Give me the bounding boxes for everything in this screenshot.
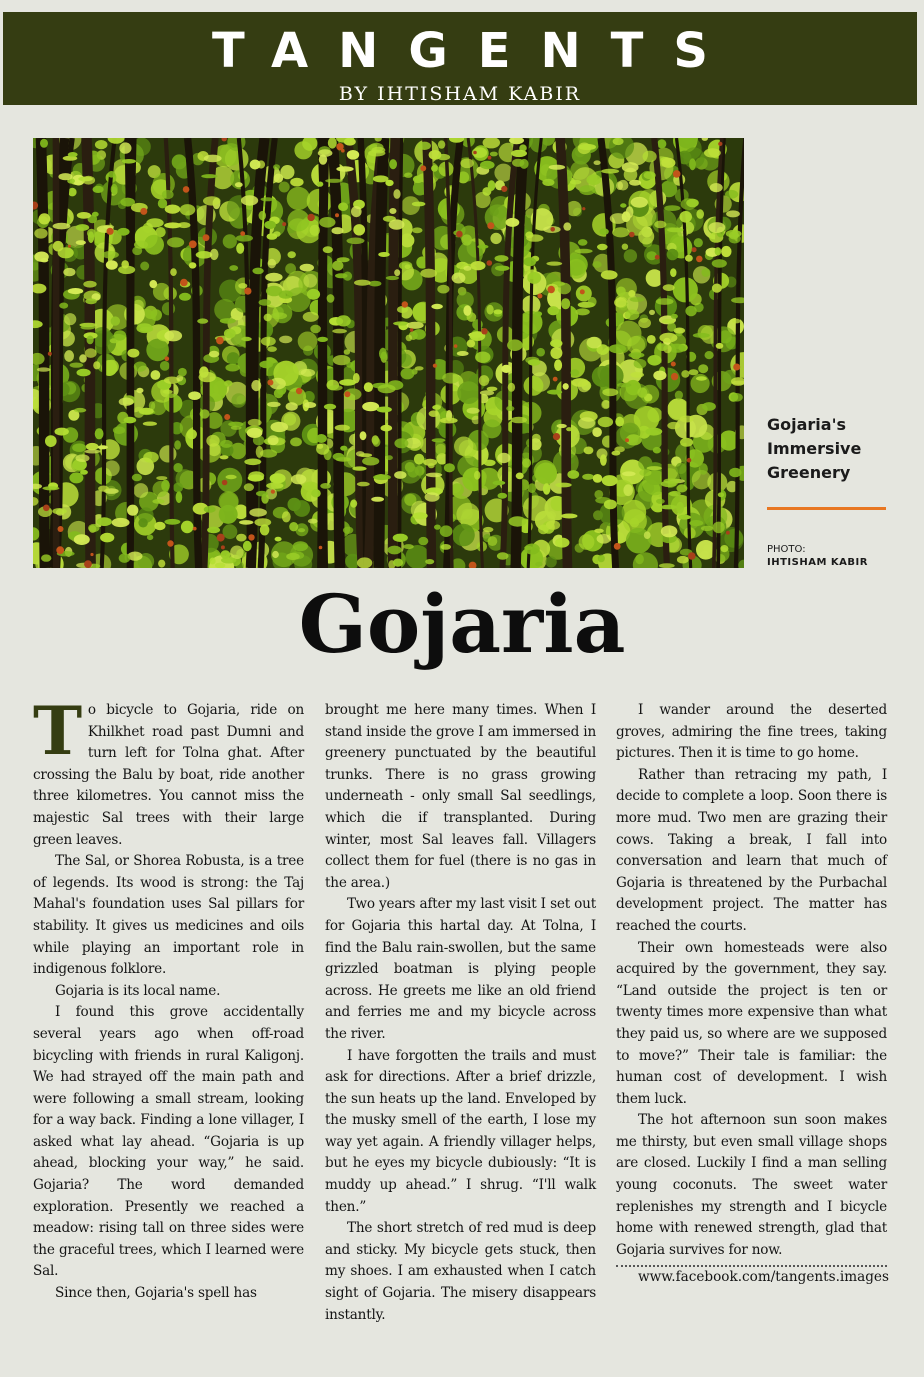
article-column-3 <box>616 700 887 1289</box>
article-column-2 <box>325 700 596 1326</box>
column-byline: BY IHTISHAM KABIR <box>338 83 582 105</box>
photo-credit-label: PHOTO: <box>767 544 806 555</box>
forest-photo <box>33 138 744 568</box>
paragraph: Their own homesteads were also acquired by the government, they say. “Land outside the project is ten or twenty times more expensive than what they paid us, so where are we supposed to move?” Their tale is familiar: the human cost of development. I wish them luck. <box>616 939 887 1107</box>
facebook-link[interactable]: www.facebook.com/tangents.images <box>638 1269 889 1286</box>
paragraph: The short stretch of red mud is deep and sticky. My bicycle gets stuck, then my shoes. I am exhausted when I catch sight of Gojaria. The misery disappears instantly. <box>325 1220 596 1323</box>
paragraph: The Sal, or Shorea Robusta, is a tree of legends. Its wood is strong: the Taj Mahal's foundation uses Sal pillars for stability. It gives us medicines and oils while playing an important role in indigenous folklore. <box>33 853 304 978</box>
drop-cap: T <box>33 692 82 770</box>
sal-forest-image <box>33 138 744 568</box>
caption-rule <box>767 507 886 510</box>
article-headline: Gojaria <box>298 577 626 671</box>
paragraph: I have forgotten the trails and must ask for directions. After a brief drizzle, the sun heats up the land. Enveloped by the musky smell of the earth, I lose my way yet again. A friendly villager helps, but he eyes my bicycle dubiously: “It is muddy up ahead.” I shrug. “I'll walk then.” <box>325 1047 596 1215</box>
paragraph: Two years after my last visit I set out for Gojaria this hartal day. At Tolna, I find the Balu rain-swollen, but the same grizzled boatman is plying people across. He greets me like an old friend and ferries me and my bicycle across the river. <box>325 896 596 1042</box>
photo-caption: Gojaria's Immersive Greenery <box>767 415 862 482</box>
column-title: TANGENTS <box>211 23 738 79</box>
paragraph: The hot afternoon sun soon makes me thirsty, but even small village shops are closed. Luckily I find a man selling young coconuts. The sweet water replenishes my strength and I bicycle home with renewed strength, glad that Gojaria survives for now. <box>616 1112 887 1258</box>
paragraph: brought me here many times. When I stand inside the grove I am immersed in greenery punctuated by the beautiful trunks. There is no grass growing underneath - only small Sal seedlings, which die if transplanted. During winter, most Sal leaves fall. Villagers collect them for fuel (there is no gas in the area.) <box>325 702 596 891</box>
article-column-1 <box>33 692 304 1305</box>
paragraph <box>33 692 304 851</box>
paragraph: Since then, Gojaria's spell has <box>55 1285 257 1302</box>
photo-credit-name: IHTISHAM KABIR <box>767 557 868 568</box>
paragraph: Gojaria is its local name. <box>55 982 221 999</box>
masthead <box>3 12 917 105</box>
paragraph: Rather than retracing my path, I decide to complete a loop. Soon there is more mud. Two men are grazing their cows. Taking a break, I fall into conversation and learn that much of Gojaria is threatened by the Purbachal development project. The matter has reached the courts. <box>616 766 887 934</box>
paragraph: I found this grove accidentally several years ago when off-road bicycling with friends in rural Kaligonj. We had strayed off the main path and were following a small stream, looking for a way back. Finding a lone villager, I asked what lay ahead. “Gojaria is up ahead, blocking your way,” he said. Gojaria? The word demanded exploration. Presently we reached a meadow: rising tall on three sides were the graceful trees, which I learned were Sal. <box>33 1004 304 1280</box>
paragraph-text: o bicycle to Gojaria, ride on Khilkhet road past Dumni and turn left for Tolna ghat. After crossing the Balu by boat, ride another three kilometres. You cannot miss the majestic Sal trees with their large green leaves. <box>33 702 304 848</box>
paragraph: I wander around the deserted groves, admiring the fine trees, taking pictures. Then it is time to go home. <box>616 702 887 762</box>
photo-credit <box>767 543 907 569</box>
